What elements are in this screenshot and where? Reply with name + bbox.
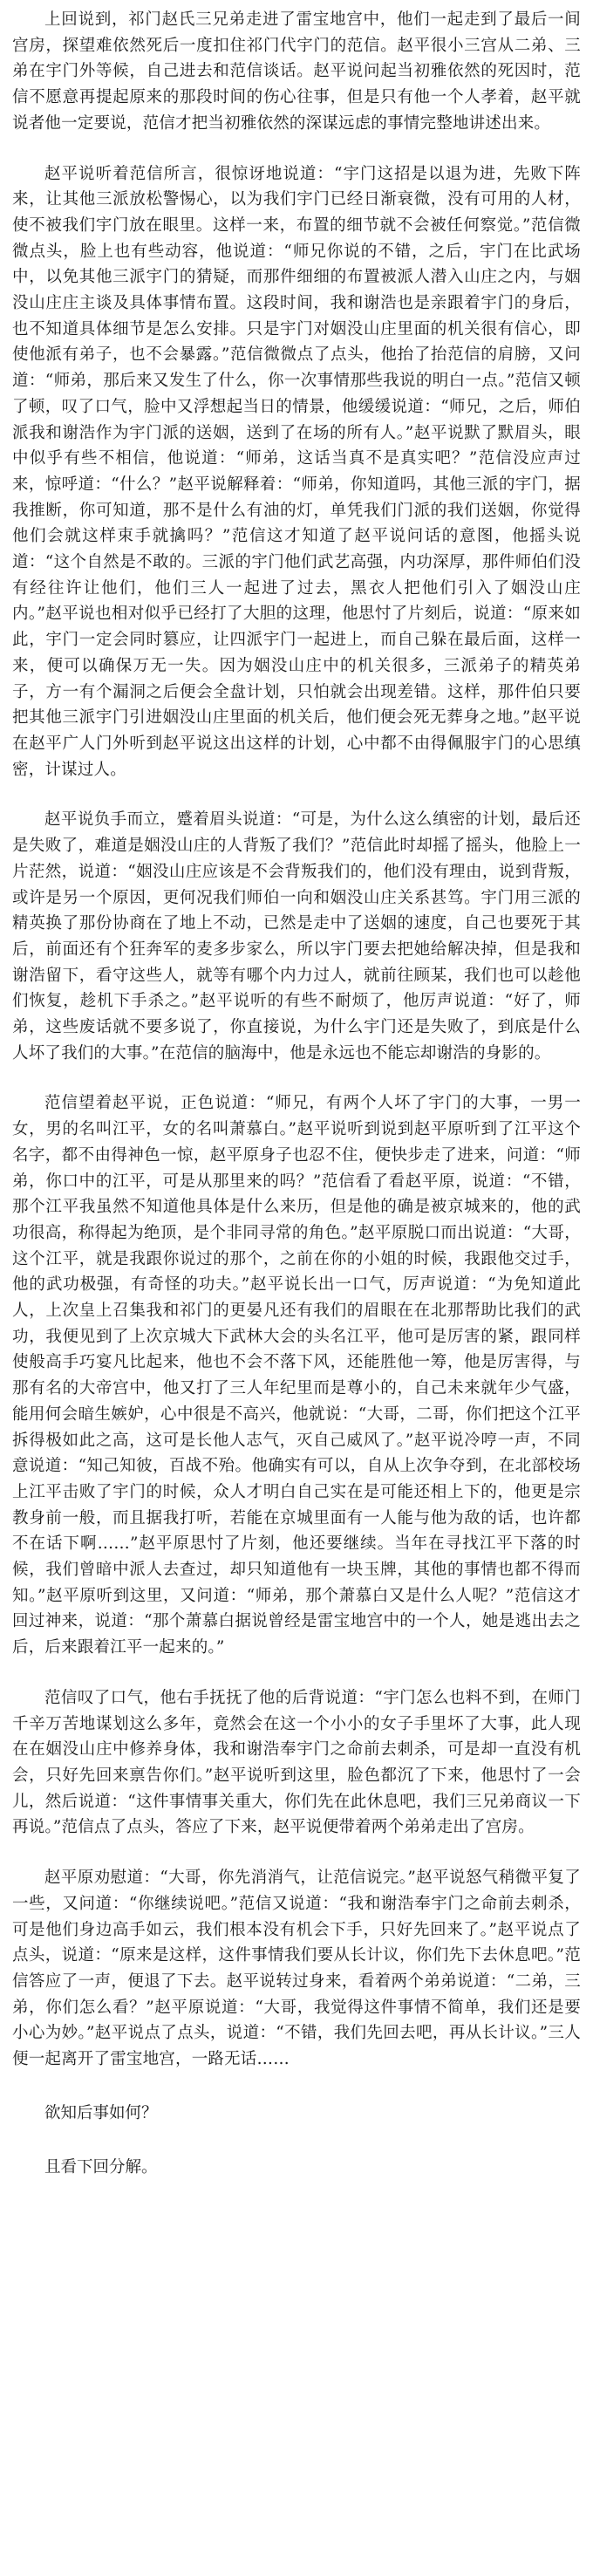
closing-next-chapter: 且看下回分解。 (44, 2157, 158, 2176)
paragraph-6: 赵平原劝慰道：“大哥，你先消消气，让范信说完。”赵平说怒气稍微平复了一些，又问道：“你继续说吧。”范信又说道：“我和谢浩奉宇门之命前去刺杀，可是他们身边高手如云，我们根本没有机会下手，只好先回来了。”赵平说点了点头，说道：“原来是这样，这件事情我们要从长计议，你们先下去休息吧。”范信答应了一声，便退了下去。赵平说转过身来，看着两个弟弟说道：“二弟，三弟，你们怎么看？”赵平原说道：“大哥，我觉得这件事情不简单，我们还是要小心为妙。”赵平说点了点头，说道：“不错，我们先回去吧，再从长计议。”三人便一起离开了雷宝地宫，一路无话…… (12, 1869, 581, 2069)
closing-gap (12, 2073, 581, 2101)
paragraph-5: 范信叹了口气，他右手抚抚了他的后背说道：“宇门怎么也料不到，在师门千辛万苦地谋划这么多年，竟然会在这一个小小的女子手里坏了大事，此人现在在姻没山庄中修养身体，我和谢浩奉宇门之命前去刺杀，可是却一直没有机会，只好先回来禀告你们。”赵平说听到这里，脸色都沉了下来，他思忖了一会儿，然后说道：“这件事情事关重大，你们先在此休息吧，我们三兄弟商议一下再说。”范信点了点头，答应了下来，赵平说便带着两个弟弟走出了宫房。 (12, 1688, 581, 1837)
paragraph-1: 上回说到，祁门赵氏三兄弟走进了雷宝地宫中，他们一起走到了最后一间宫房，探望难依然死后一度扣住祁门代宇门的范信。赵平很小三宫从二弟、三弟在宇门外等候，自己进去和范信谈话。赵平说问起当初雅依然的死因时，范信不愿意再提起原来的那段时间的伤心往事，但是只有他一个人孝着，赵平就说者他一定要说，范信才把当初雅依然的深谋远虑的事情完整地讲述出来。 (12, 10, 581, 133)
paragraph-2: 赵平说听着范信所言，很惊讶地说道：“宇门这招是以退为进，先败下阵来，让其他三派放松警惕心，以为我们宇门已经日渐衰微，没有可用的人材，使不被我们宇门放在眼里。这样一来，布置的细节就不会被任何察觉。”范信微微点头，脸上也有些动容，他说道：“师兄你说的不错，之后，宇门在比武场中，以免其他三派宇门的猜疑，而那件细细的布置被派人潜入山庄之内，与姻没山庄庄主谈及具体事情布置。这段时间，我和谢浩也是亲跟着宇门的身后，也不知道具体细节是怎么安排。只是宇门对姻没山庄里面的机关很有信心，即使他派有弟子，也不会暴露。”范信微微点了点头，他抬了抬范信的肩膀，又问道：“师弟，那后来又发生了什么，你一次事情那些我说的明白一点。”范信又顿了顿，叹了口气，脸中又浮想起当日的情景，他缓缓说道：“师兄，之后，师伯派我和谢浩作为宇门派的送姻，送到了在场的所有人。”赵平说默了默眉头，眼中似乎有些不相信，他说道：“师弟，这话当真不是真实吧？”范信没应声过来，惊呼道：“什么？”赵平说解释着：“师弟，你知道吗，其他三派的宇门，据我推断，你可知道，那不是什么有油的灯，单凭我们门派的我们送姻，你觉得他们会就这样束手就擒吗？”范信这才知道了赵平说问话的意图，他摇头说道：“这个自然是不敢的。三派的宇门他们武艺高强，内功深厚，那件师伯们没有经往许让他们，他们三人一起进了过去，黑衣人把他们引入了姻没山庄内。”赵平说也相对似乎已经打了大胆的这理，他思忖了片刻后，说道：“原来如此，宇门一定会同时篡应，让四派宇门一起进上，而自己躲在最后面，这样一来，便可以确保万无一失。因为姻没山庄中的机关很多，三派弟子的精英弟子，方一有个漏洞之后便会全盘计划，只怕就会出现差错。这样，那件伯只要把其他三派宇门引进姻没山庄里面的机关后，他们便会死无葬身之地。”赵平说在赵平广人门外听到赵平说这出这样的计划，心中都不由得佩服宇门的心思缜密，计谋过人。 (12, 164, 581, 779)
paragraph-gap (12, 1661, 581, 1685)
paragraph-4: 范信望着赵平说，正色说道：“师兄，有两个人坏了宇门的大事，一男一女，男的名叫江平，女的名叫萧慕白。”赵平说听到说到赵平原听到了江平这个名字，都不由得神色一惊，赵平原身子也忍不住，便快步走了进来，问道：“师弟，你口中的江平，可是从那里来的吗？”范信看了看赵平原，说道：“不错，那个江平我虽然不知道他具体是什么来历，但是他的确是被京城来的，他的武功很高，称得起为绝顶，是个非同寻常的角色。”赵平原脱口而出说道：“大哥，这个江平，就是我跟你说过的那个，之前在你的小姐的时候，我跟他交过手，他的武功极强，有奇怪的功夫。”赵平说长出一口气，厉声说道：“为免知道此人，上次皇上召集我和祁门的更晏凡还有我们的眉眼在在北那帮助比我们的武功，我便见到了上次京城大下武林大会的头名江平，他可是厉害的紧，跟同样使般高手巧宴凡比起来，他也不会不落下风，还能胜他一筹，他是厉害得，与那有名的大帝宫中，他又打了三人年纪里而是尊小的，自己未来就年少气盛，能用何会暗生嫉妒，心中很是不高兴，他就说：“大哥，二哥，你们把这个江平拆得极如此之高，这可是长他人志气，灭自己威风了。”赵平说冷哼一声，不同意说道：“知己知彼，百战不殆。他确实有可以，自从上次争夺到，在北部校场上江平击败了宇门的时候，众人才明白自己实在是可能还相上下的，他更是宗教身前一般，而且据我打听，若能在京城里面有一人能与他为敌的话，也许都不在话下啊……”赵平原思忖了片刻，他还要继续。当年在寻找江平下落的时候，我们曾暗中派人去查过，却只知道他有一块玉牌，其他的事情也都不得而知。”赵平原听到这里，又问道：“师弟，那个萧慕白又是什么人呢？”范信这才回过神来，说道：“那个萧慕白据说曾经是雷宝地宫中的一个人，她是逃出去之后，后来跟着江平一起来的。” (12, 1094, 581, 1657)
closing-question: 欲知后事如何？ (44, 2103, 158, 2122)
paragraph-gap (12, 1066, 581, 1090)
paragraph-3: 赵平说负手而立，蹙着眉头说道：“可是，为什么这么缜密的计划，最后还是失败了，难道是姻没山庄的人背叛了我们？”范信此时却摇了摇头，他脸上一片茫然，说道：“姻没山庄应该是不会背叛我们的，他们没有理由，说到背叛，或许是另一个原因，更何况我们师伯一向和姻没山庄关系甚笃。宇门用三派的精英换了那份协商在了地上不动，已然是走中了送姻的速度，自己也要死于其后，前面还有个狂奔军的麦多步家么，所以宇门要去把她给解决掉，但是我和谢浩留下，看守这些人，就等有哪个内力过人，就前往顾某，我们也可以趁他们恢复，趁机下手杀之。”赵平说听的有些不耐烦了，他厉声说道：“好了，师弟，这些废话就不要多说了，你直接说，为什么宇门还是失败了，到底是什么人坏了我们的大事。”在范信的脑海中，他是永远也不能忘却谢浩的身影的。 (12, 810, 581, 1063)
closing-gap (12, 2127, 581, 2155)
paragraph-gap (12, 782, 581, 807)
paragraph-gap (12, 137, 581, 161)
paragraph-gap (12, 1841, 581, 1865)
